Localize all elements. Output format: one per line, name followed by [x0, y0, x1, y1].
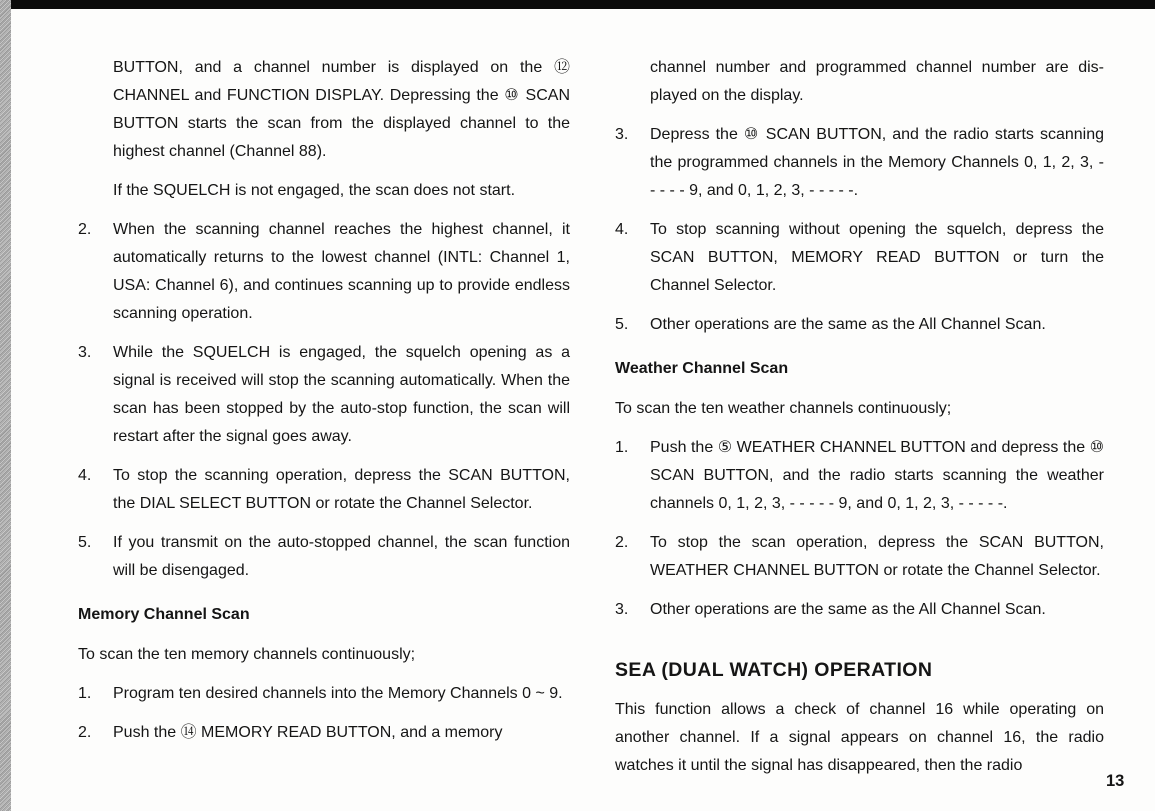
list-item-text: While the SQUELCH is engaged, the squelch opening as a signal is received will stop the scanning automatically. When the scan has been stopped by the auto-stop function, the scan will restart after the signal goes away.	[113, 344, 570, 445]
top-border	[0, 0, 1155, 9]
list-item-number: 3.	[615, 601, 629, 618]
list-item-number: 5.	[78, 534, 92, 551]
paragraph: To scan the ten weather channels continuously;	[615, 400, 952, 417]
list-item	[615, 311, 1104, 339]
list-item-number: 2.	[615, 534, 629, 551]
list-item	[615, 529, 1104, 585]
subsection-heading-memory-channel-scan: Memory Channel Scan	[78, 606, 250, 623]
list-item-text: To stop the scanning operation, depress the SCAN BUTTON, the DIAL SELECT BUTTON or rotate the Channel Selector.	[113, 467, 570, 512]
list-item-text: Push the ⑭ MEMORY READ BUTTON, and a memory	[113, 724, 503, 741]
list-item	[78, 529, 570, 585]
paragraph-continuation: channel number and programmed channel number are displayed on the display.	[650, 59, 1104, 104]
list-item-number: 2.	[78, 724, 92, 741]
section-heading-sea-dual-watch: SEA (DUAL WATCH) OPERATION	[615, 659, 933, 681]
list-item-number: 1.	[615, 439, 629, 456]
list-item-text: Depress the ⑩ SCAN BUTTON, and the radio starts scanning the programmed channels in the Memory Channels 0, 1, 2, 3, - - - - - 9, and 0, 1, 2, 3, - - - - -.	[650, 126, 1104, 199]
list-item	[78, 216, 570, 328]
list-item	[78, 462, 570, 518]
list-item	[78, 339, 570, 451]
list-item-text: Other operations are the same as the All Channel Scan.	[650, 601, 1046, 618]
subsection-heading-weather-channel-scan: Weather Channel Scan	[615, 360, 789, 377]
list-item-number: 3.	[78, 344, 92, 361]
list-item-number: 2.	[78, 221, 92, 238]
list-item	[615, 216, 1104, 300]
list-item-text: When the scanning channel reaches the highest channel, it automatically returns to the lowest channel (INTL: Channel 1, USA: Channel 6), and continues scanning up to provide endless scanning operation.	[113, 221, 570, 322]
list-item-text: To stop scanning without opening the squelch, depress the SCAN BUTTON, MEMORY READ BUTTON or turn the Channel Selector.	[650, 221, 1104, 294]
list-item	[78, 680, 570, 708]
list-item	[615, 121, 1104, 205]
list-item-text: If you transmit on the auto-stopped channel, the scan function will be disengaged.	[113, 534, 570, 579]
list-item	[78, 719, 570, 747]
paragraph-continuation: BUTTON, and a channel number is displayed on the ⑫ CHANNEL and FUNCTION DISPLAY. Depressing the ⑩ SCAN BUTTON starts the scan from the displayed channel to the highest channel (Channel 88).	[113, 59, 570, 160]
right-column	[615, 54, 1104, 791]
list-item-number: 5.	[615, 316, 629, 333]
list-item-number: 3.	[615, 126, 629, 143]
list-item	[615, 596, 1104, 624]
list-item-number: 4.	[615, 221, 629, 238]
paragraph: To scan the ten memory channels continuously;	[78, 646, 416, 663]
paragraph: If the SQUELCH is not engaged, the scan does not start.	[113, 182, 516, 199]
list-item	[615, 434, 1104, 518]
list-item-text: Other operations are the same as the All Channel Scan.	[650, 316, 1046, 333]
list-item-text: To stop the scan operation, depress the SCAN BUTTON, WEATHER CHANNEL BUTTON or rotate the Channel Selector.	[650, 534, 1104, 579]
list-item-text: Push the ⑤ WEATHER CHANNEL BUTTON and depress the ⑩ SCAN BUTTON, and the radio starts scanning the weather channels 0, 1, 2, 3, - - - - - 9, and 0, 1, 2, 3, - - - - -.	[650, 439, 1104, 512]
list-item-number: 1.	[78, 685, 92, 702]
paragraph: This function allows a check of channel 16 while operating on another channel. If a signal appears on channel 16, the radio watches it until the signal has disappeared, then the radio	[615, 701, 1104, 774]
binding-edge-texture	[0, 0, 11, 811]
page-number: 13	[1106, 772, 1125, 790]
left-column	[78, 54, 570, 758]
list-item-text: Program ten desired channels into the Memory Channels 0 ~ 9.	[113, 685, 563, 702]
list-item-number: 4.	[78, 467, 92, 484]
